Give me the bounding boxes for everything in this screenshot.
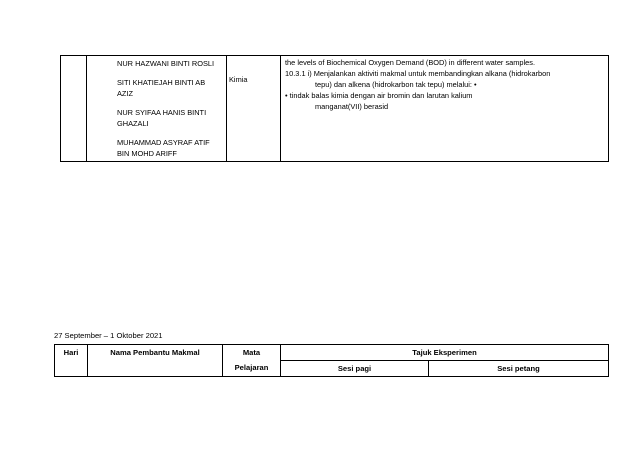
lab-schedule-table-continued [60, 55, 609, 162]
header-row [55, 345, 609, 361]
objective-continuation: tepu) dan alkena (hidrokarbon tak tepu) melalui: • [315, 80, 477, 89]
assistant-name: NUR SYIFAA HANIS BINTI GHAZALI [117, 108, 207, 128]
header-subject [223, 345, 281, 377]
header-day: Hari [55, 345, 88, 377]
continued-experiment-text: the levels of Biochemical Oxygen Demand (BOD) in different water samples. [285, 58, 536, 67]
subject-label: Kimia [229, 75, 248, 84]
header-subject-line1: Mata [242, 348, 261, 357]
experiment-cell [281, 56, 609, 162]
objective-main: 10.3.1 i) Menjalankan aktiviti makmal untuk membandingkan alkana (hidrokarbon [285, 69, 551, 78]
assistant-name: SITI KHATIEJAH BINTI AB AZIZ [117, 78, 206, 98]
header-experiment: Tajuk Eksperimen [281, 345, 609, 361]
table-row [61, 56, 609, 162]
header-afternoon-session: Sesi petang [429, 361, 609, 377]
header-morning-session: Sesi pagi [281, 361, 429, 377]
assistant-name: NUR HAZWANI BINTI ROSLI [117, 59, 215, 68]
objective-bullet: • tindak balas kimia dengan air bromin dan larutan kalium [285, 91, 473, 100]
subject-cell [227, 56, 281, 162]
assistant-name: MUHAMMAD ASYRAF ATIF BIN MOHD ARIFF [117, 138, 210, 158]
week-label: 27 September – 1 Oktober 2021 [54, 331, 163, 340]
lab-schedule-table [54, 344, 609, 377]
objective-bullet-continuation: manganat(VII) berasid [315, 102, 389, 111]
header-subject-line2: Pelajaran [234, 363, 269, 372]
assistant-names-cell [87, 56, 227, 162]
day-cell [61, 56, 87, 162]
header-assistant: Nama Pembantu Makmal [88, 345, 223, 377]
